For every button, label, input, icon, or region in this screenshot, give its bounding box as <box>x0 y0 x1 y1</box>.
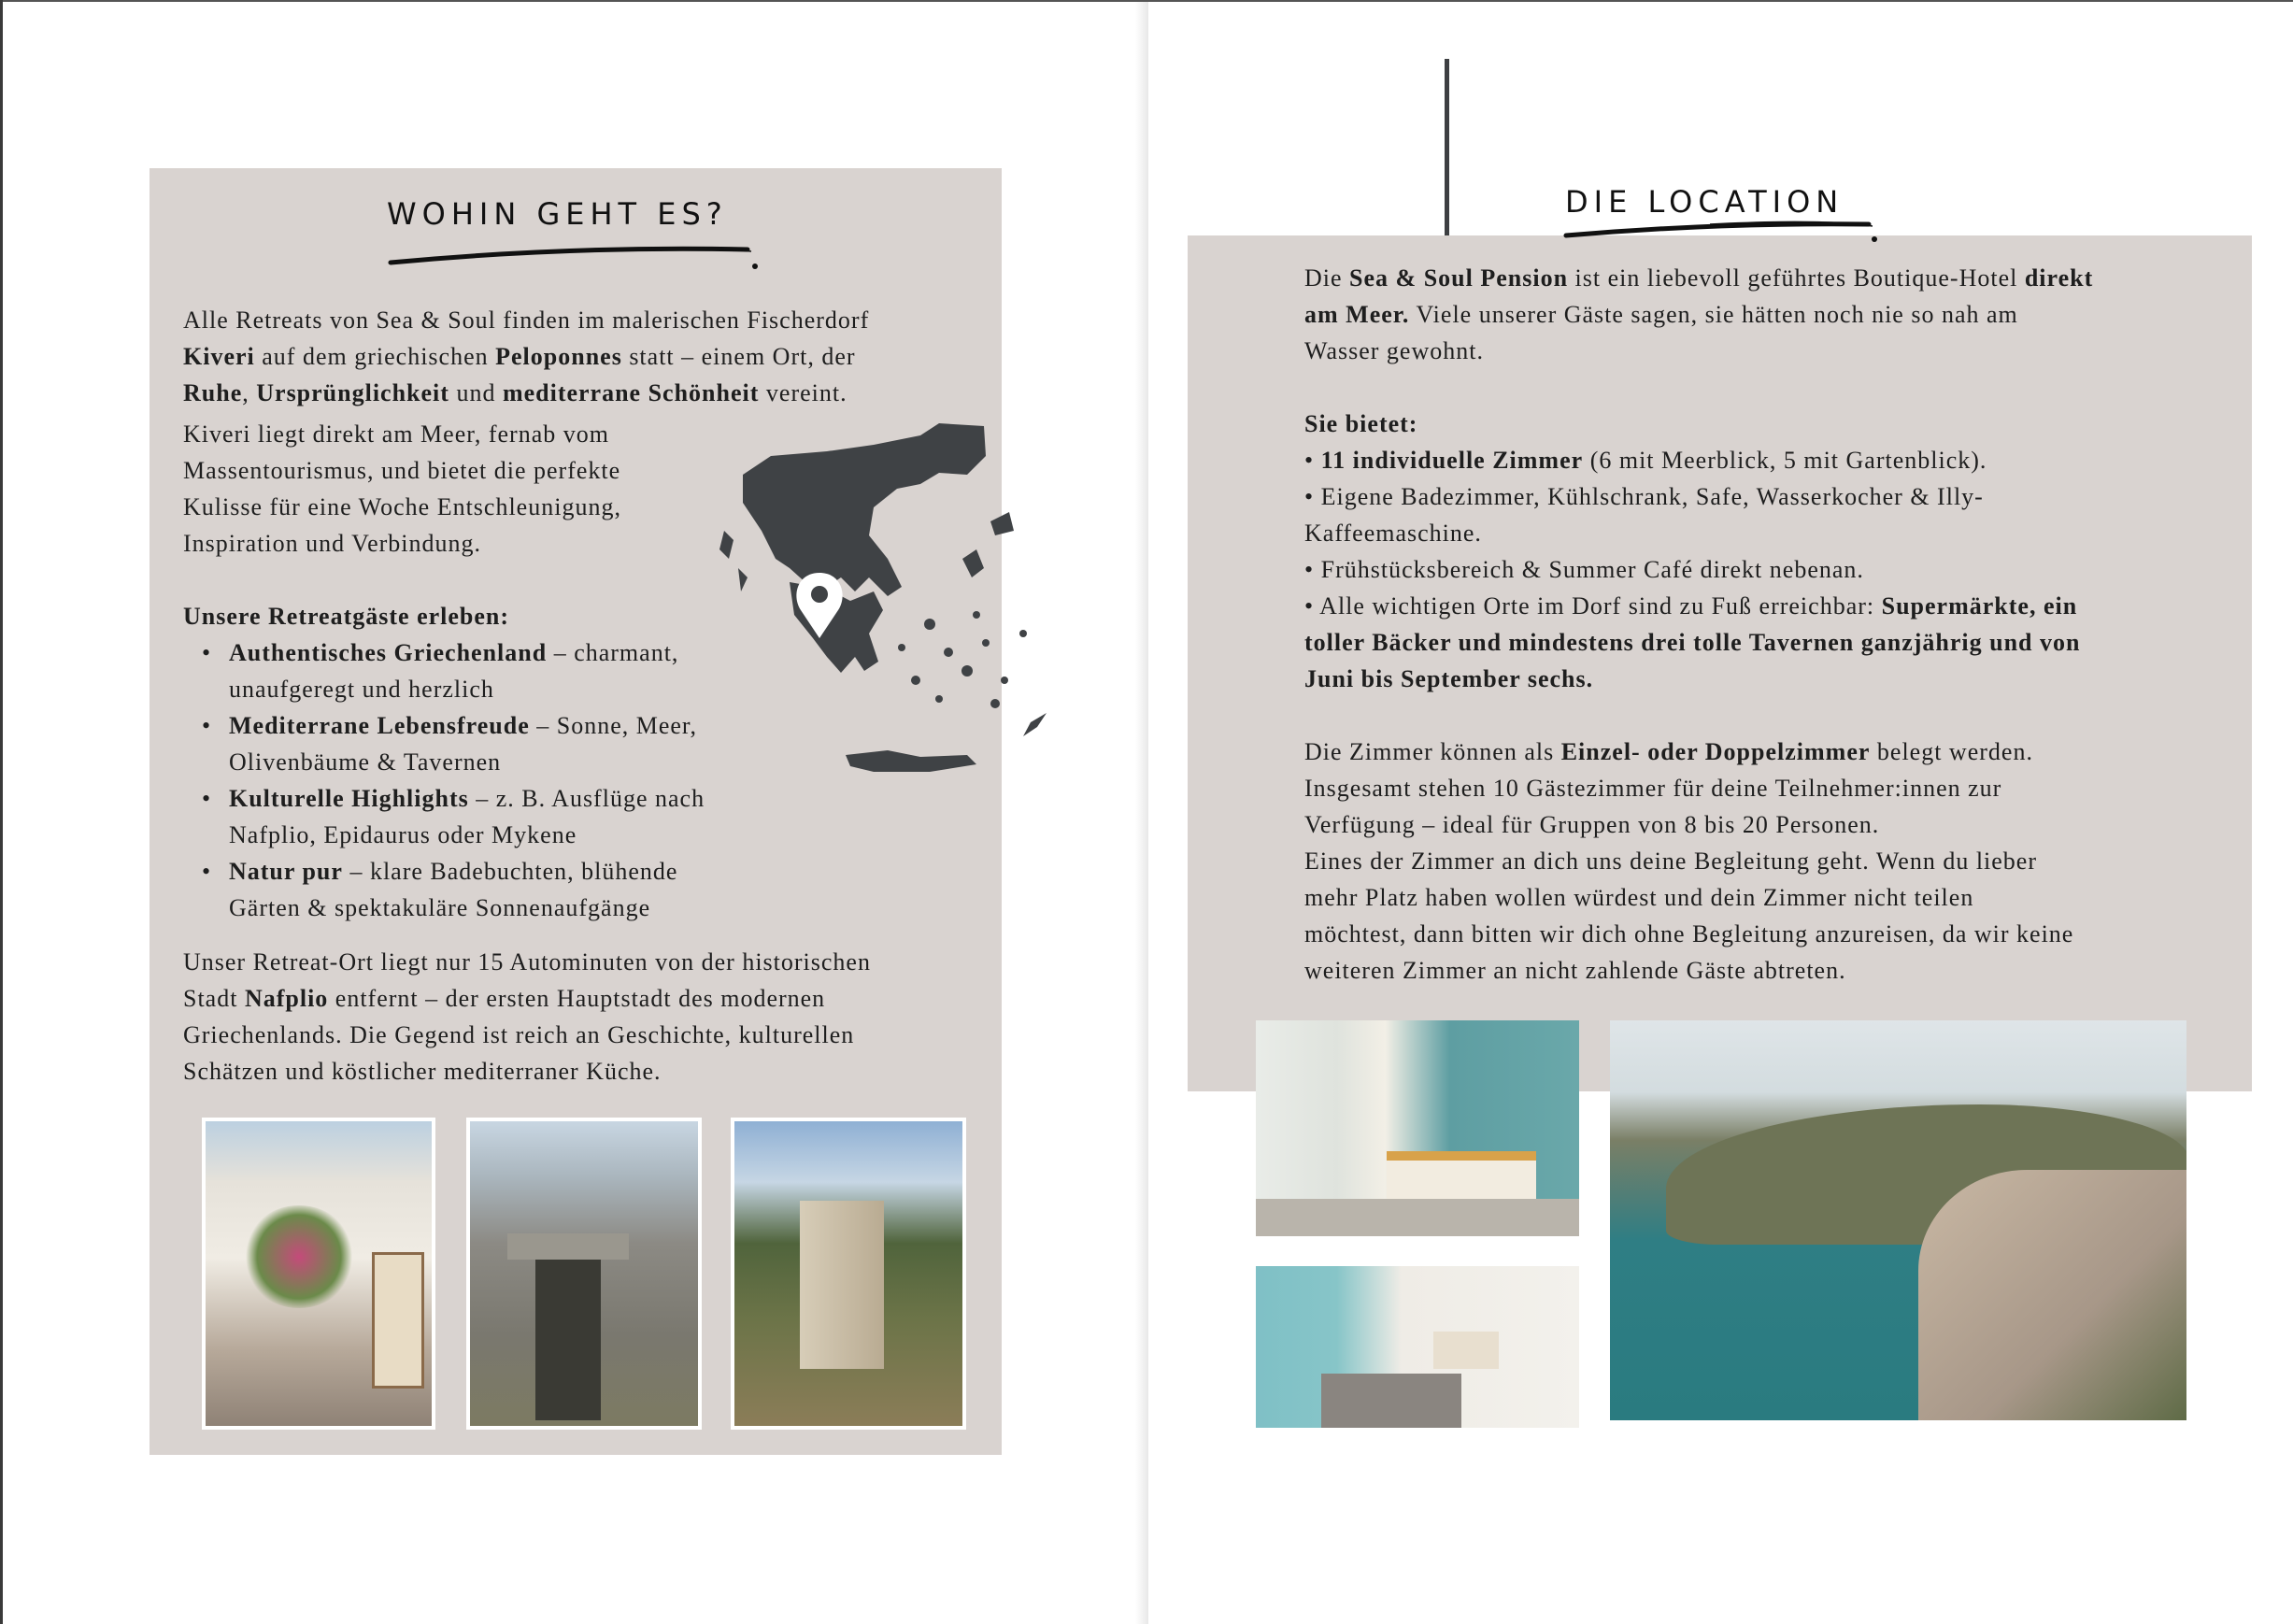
text-segment: Eines der Zimmer an dich uns deine Begleitung geht. Wenn du lieber <box>1304 848 2038 875</box>
rooms-paragraph <box>1304 734 2073 989</box>
text-line <box>1304 624 2080 661</box>
text-segment: • Alle wichtigen Orte im Dorf sind zu Fuß erreichbar: <box>1304 592 1882 620</box>
text-segment: Kaffeemaschine. <box>1304 520 1482 547</box>
epidaurus-ruins-photo <box>731 1118 966 1430</box>
text-segment: möchtest, dann bitten wir dich ohne Begleitung anzureisen, da wir keine <box>1304 920 2074 947</box>
text-segment: Wasser gewohnt. <box>1304 337 1484 364</box>
guests-heading: Unsere Retreatgäste erleben: <box>183 603 510 630</box>
text-line <box>1304 588 2080 624</box>
text-line <box>229 853 705 890</box>
bullet-icon: • <box>202 639 212 666</box>
offers-heading: Sie bietet: <box>1304 410 1418 437</box>
bold-text: Authentisches Griechenland <box>229 639 548 666</box>
text-line <box>183 375 869 411</box>
bold-text: toller Bäcker und mindestens drei tolle Tavernen ganzjährig und von <box>1304 629 2081 656</box>
text-segment: Unser Retreat-Ort liegt nur 15 Autominuten von der historischen <box>183 948 871 976</box>
text-segment: Alle Retreats von Sea & Soul finden im malerischen Fischerdorf <box>183 306 870 334</box>
decorative-vertical-line <box>1445 59 1449 246</box>
text-segment: Verfügung – ideal für Gruppen von 8 bis 20 Personen. <box>1304 811 1880 838</box>
text-segment: statt – einem Ort, der <box>621 343 856 370</box>
text-segment: Kulisse für eine Woche Entschleunigung, <box>183 493 621 520</box>
title-underline-swoosh <box>383 238 766 272</box>
text-segment: ist ein liebevoll geführtes Boutique-Hotel <box>1568 264 2025 292</box>
text-segment: , <box>242 379 257 406</box>
bullet-item <box>183 707 705 780</box>
bullet-icon: • <box>202 785 212 812</box>
text-segment: Olivenbäume & Tavernen <box>229 748 502 776</box>
text-segment: Viele unserer Gäste sagen, sie hätten noch nie so nah am <box>1409 301 2018 328</box>
text-segment: Gärten & spektakuläre Sonnenaufgänge <box>229 894 651 921</box>
text-segment: Schätzen und köstlicher mediterraner Küche. <box>183 1058 662 1085</box>
hotel-room-photo-2 <box>1256 1266 1579 1428</box>
hotel-room-photo-1 <box>1256 1020 1579 1236</box>
section-title-wohin: WOHIN GEHT ES? <box>387 196 728 232</box>
text-segment: Nafplio, Epidaurus oder Mykene <box>229 821 577 848</box>
kiveri-aerial-photo <box>1610 1020 2186 1420</box>
text-line <box>229 744 705 780</box>
section-title-location: DIE LOCATION <box>1565 184 1844 220</box>
bullet-icon: • <box>202 858 212 885</box>
text-line <box>183 1053 871 1090</box>
text-line <box>1304 879 2073 916</box>
text-line <box>1304 551 2080 588</box>
bold-text: Juni bis September sechs. <box>1304 665 1594 692</box>
text-segment: Die <box>1304 264 1350 292</box>
text-line <box>1304 806 2073 843</box>
location-intro-paragraph <box>1304 260 2093 369</box>
intro-paragraph <box>183 302 869 411</box>
text-line <box>1304 952 2073 989</box>
text-line <box>183 416 621 452</box>
closing-paragraph <box>183 944 871 1090</box>
text-segment: und <box>449 379 503 406</box>
text-segment: weiteren Zimmer an nicht zahlende Gäste abtreten. <box>1304 957 1846 984</box>
text-line <box>183 944 871 980</box>
text-segment: auf dem griechischen <box>254 343 496 370</box>
text-line <box>1304 333 2093 369</box>
text-line <box>1304 770 2073 806</box>
bold-text: Ruhe <box>183 379 243 406</box>
text-line <box>1304 734 2073 770</box>
text-segment: – z. B. Ausflüge nach <box>468 785 705 812</box>
bold-text: direkt <box>2024 264 2094 292</box>
text-line <box>183 980 871 1017</box>
text-line <box>183 452 621 489</box>
text-segment: • Frühstücksbereich & Summer Café direkt nebenan. <box>1304 556 1864 583</box>
text-line <box>183 302 869 338</box>
text-segment: Griechenlands. Die Gegend ist reich an Geschichte, kulturellen <box>183 1021 855 1048</box>
bold-text: Ursprünglichkeit <box>256 379 449 406</box>
text-line <box>229 707 705 744</box>
text-segment: unaufgeregt und herzlich <box>229 676 494 703</box>
text-segment: – charmant, <box>547 639 679 666</box>
guests-bullet-list <box>183 634 705 926</box>
text-segment: vereint. <box>759 379 847 406</box>
title-underline-swoosh <box>1560 213 1887 247</box>
text-line <box>229 817 705 853</box>
guests-section <box>183 598 705 926</box>
text-line <box>183 525 621 562</box>
kiveri-paragraph <box>183 416 621 562</box>
bold-text: Kulturelle Highlights <box>229 785 469 812</box>
bullet-item <box>183 634 705 707</box>
text-line <box>1304 916 2073 952</box>
offers-list <box>1304 442 2080 697</box>
text-segment: Massentourismus, und bietet die perfekte <box>183 457 621 484</box>
bold-text: Peloponnes <box>495 343 622 370</box>
page-gutter <box>1135 2 1148 1624</box>
text-segment: entfernt – der ersten Hauptstadt des modernen <box>328 985 826 1012</box>
nafplio-street-photo <box>202 1118 435 1430</box>
offers-section <box>1304 406 2080 697</box>
text-line <box>1304 515 2080 551</box>
bold-text: Natur pur <box>229 858 343 885</box>
text-segment: – klare Badebuchten, blühende <box>342 858 678 885</box>
text-segment: Kiveri liegt direkt am Meer, fernab vom <box>183 420 609 448</box>
text-line <box>229 634 705 671</box>
bullet-item <box>183 780 705 853</box>
text-line <box>1304 260 2093 296</box>
bold-text: mediterrane Schönheit <box>502 379 760 406</box>
text-line <box>1304 478 2080 515</box>
text-line <box>1304 661 2080 697</box>
bullet-icon: • <box>202 712 212 739</box>
bold-text: 11 individuelle Zimmer <box>1320 447 1584 474</box>
text-segment: – Sonne, Meer, <box>529 712 698 739</box>
text-segment: Stadt <box>183 985 245 1012</box>
mycenae-gate-photo <box>466 1118 702 1430</box>
text-line <box>183 338 869 375</box>
bold-text: Sea & Soul Pension <box>1349 264 1569 292</box>
text-line <box>183 1017 871 1053</box>
bullet-item <box>183 853 705 926</box>
bold-text: am Meer. <box>1304 301 1410 328</box>
bold-text: Supermärkte, ein <box>1881 592 2078 620</box>
greece-map-icon <box>687 419 1056 785</box>
bold-text: Nafplio <box>244 985 329 1012</box>
text-segment: • <box>1304 447 1321 474</box>
text-segment: • Eigene Badezimmer, Kühlschrank, Safe, Wasserkocher & Illy- <box>1304 483 1984 510</box>
text-line <box>1304 843 2073 879</box>
bold-text: Einzel- oder Doppelzimmer <box>1560 738 1871 765</box>
text-line <box>183 489 621 525</box>
text-line <box>229 671 705 707</box>
text-line <box>229 890 705 926</box>
text-segment: belegt werden. <box>1870 738 2033 765</box>
text-line <box>1304 296 2093 333</box>
text-segment: Insgesamt stehen 10 Gästezimmer für deine Teilnehmer:innen zur <box>1304 775 2002 802</box>
bold-text: Mediterrane Lebensfreude <box>229 712 530 739</box>
text-line <box>229 780 705 817</box>
text-segment: Inspiration und Verbindung. <box>183 530 481 557</box>
text-segment: Die Zimmer können als <box>1304 738 1561 765</box>
text-line <box>1304 442 2080 478</box>
bold-text: Kiveri <box>183 343 255 370</box>
text-segment: (6 mit Meerblick, 5 mit Gartenblick). <box>1583 447 1987 474</box>
text-segment: mehr Platz haben wollen würdest und dein Zimmer nicht teilen <box>1304 884 1974 911</box>
